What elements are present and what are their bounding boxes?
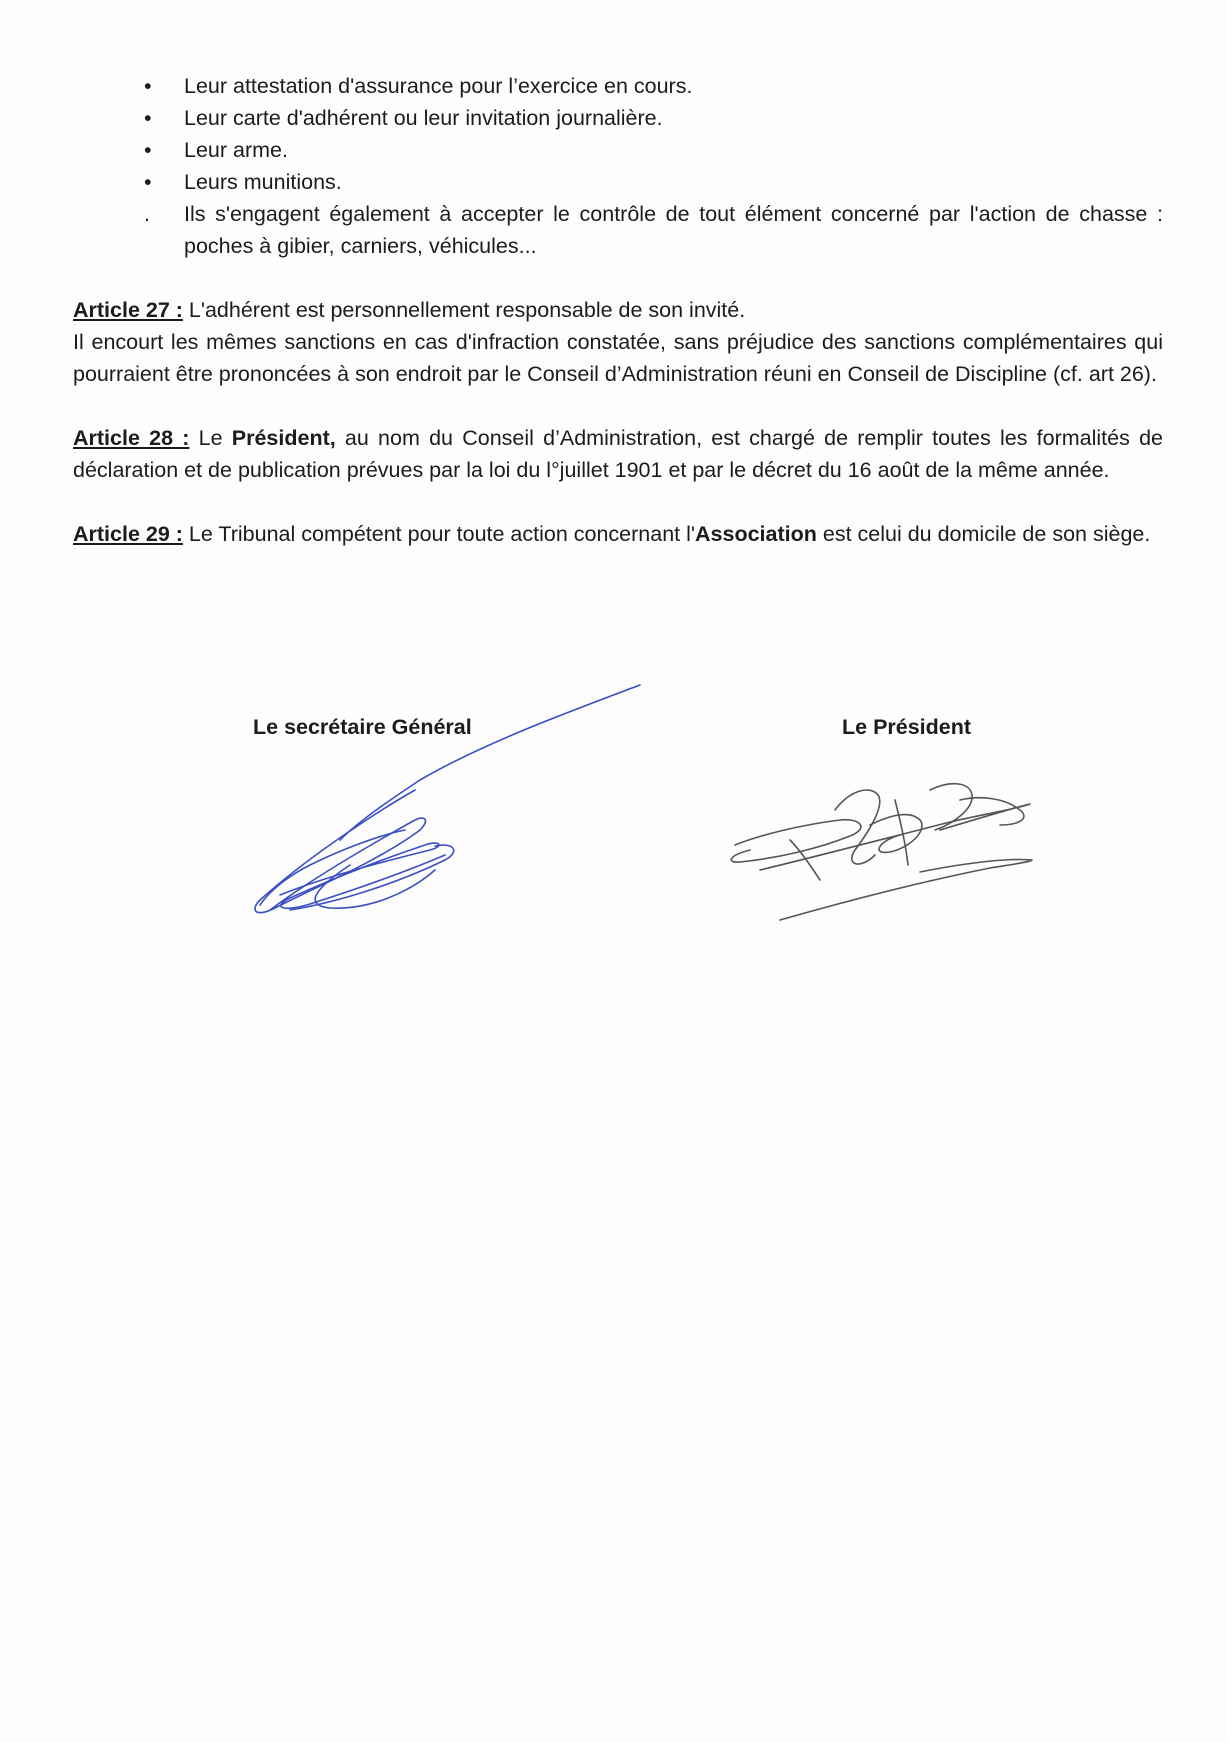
list-item bbox=[73, 198, 1163, 262]
article-27 bbox=[73, 294, 1163, 390]
article-29-pre: Le Tribunal compétent pour toute action concernant l' bbox=[182, 522, 696, 546]
list-item bbox=[73, 70, 1163, 102]
bullet-mark: • bbox=[144, 138, 152, 162]
article-27-line1: L'adhérent est personnellement responsable de son invité. bbox=[182, 298, 746, 322]
secretary-title: Le secrétaire Général bbox=[253, 715, 472, 739]
list-item-text: Ils s'engagent également à accepter le contrôle de tout élément concerné par l'action de chasse : poches à gibier, carniers, véhicules... bbox=[184, 202, 1163, 258]
bullet-mark: • bbox=[144, 170, 152, 194]
list-item bbox=[73, 134, 1163, 166]
president-signature bbox=[720, 770, 1040, 940]
article-29 bbox=[73, 518, 1163, 550]
list-item bbox=[73, 166, 1163, 198]
article-28-pre: Le bbox=[189, 426, 232, 450]
bullet-mark: . bbox=[144, 202, 150, 226]
article-28-bold: Président, bbox=[231, 426, 336, 450]
list-item bbox=[73, 102, 1163, 134]
article-28 bbox=[73, 422, 1163, 486]
document-body bbox=[73, 70, 1163, 550]
list-item-text: Leurs munitions. bbox=[184, 170, 342, 194]
bullet-mark: • bbox=[144, 106, 152, 130]
requirements-list bbox=[73, 70, 1163, 262]
article-29-label: Article 29 : bbox=[73, 522, 183, 546]
article-27-line2: Il encourt les mêmes sanctions en cas d'infraction constatée, sans préjudice des sanctions complémentaires qui pourraient être prononcées à son endroit par le Conseil d’Administration réuni en Conseil de Discipline (cf. art 26). bbox=[73, 330, 1163, 386]
bullet-mark: • bbox=[144, 74, 152, 98]
president-title: Le Président bbox=[842, 715, 972, 739]
list-item-text: Leur carte d'adhérent ou leur invitation journalière. bbox=[184, 106, 663, 130]
list-item-text: Leur arme. bbox=[184, 138, 288, 162]
secretary-signature bbox=[230, 670, 650, 930]
article-28-label: Article 28 : bbox=[73, 426, 190, 450]
article-27-label: Article 27 : bbox=[73, 298, 183, 322]
list-item-text: Leur attestation d'assurance pour l’exercice en cours. bbox=[184, 74, 693, 98]
article-29-bold: Association bbox=[695, 522, 817, 546]
article-29-post: est celui du domicile de son siège. bbox=[816, 522, 1151, 546]
article-28-post: au nom du Conseil d’Administration, est chargé de remplir toutes les formalités de déclaration et de publication prévues par la loi du l°juillet 1901 et par le décret du 16 août de la même année. bbox=[73, 426, 1163, 482]
